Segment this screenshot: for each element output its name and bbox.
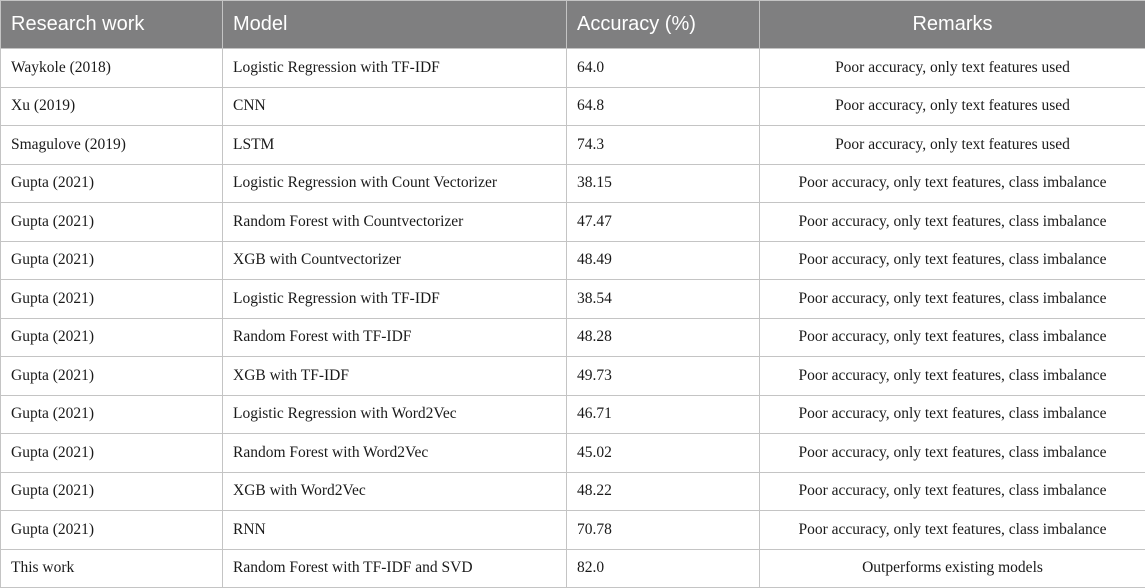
cell-remarks: Poor accuracy, only text features, class imbalance <box>760 164 1145 203</box>
cell-model: Logistic Regression with TF-IDF <box>223 49 567 88</box>
cell-remarks: Poor accuracy, only text features, class imbalance <box>760 511 1145 550</box>
header-remarks: Remarks <box>760 1 1145 49</box>
cell-model: XGB with TF-IDF <box>223 357 567 396</box>
cell-remarks: Poor accuracy, only text features used <box>760 126 1145 165</box>
table-row <box>1 280 1145 319</box>
table-row <box>1 395 1145 434</box>
cell-model: Logistic Regression with TF-IDF <box>223 280 567 319</box>
cell-model: Random Forest with TF-IDF <box>223 318 567 357</box>
cell-model: Logistic Regression with Count Vectorizer <box>223 164 567 203</box>
cell-accuracy: 70.78 <box>567 511 760 550</box>
table-row <box>1 49 1145 88</box>
cell-model: Random Forest with Countvectorizer <box>223 203 567 242</box>
cell-model: XGB with Countvectorizer <box>223 241 567 280</box>
cell-research-work: Gupta (2021) <box>1 241 223 280</box>
cell-accuracy: 64.8 <box>567 87 760 126</box>
cell-research-work: Gupta (2021) <box>1 511 223 550</box>
table-row <box>1 549 1145 588</box>
table-row <box>1 318 1145 357</box>
cell-research-work: Gupta (2021) <box>1 164 223 203</box>
cell-accuracy: 38.15 <box>567 164 760 203</box>
table-row <box>1 203 1145 242</box>
cell-research-work: Waykole (2018) <box>1 49 223 88</box>
cell-remarks: Poor accuracy, only text features used <box>760 49 1145 88</box>
cell-accuracy: 48.22 <box>567 472 760 511</box>
cell-accuracy: 74.3 <box>567 126 760 165</box>
cell-research-work: Gupta (2021) <box>1 318 223 357</box>
cell-accuracy: 38.54 <box>567 280 760 319</box>
cell-remarks: Poor accuracy, only text features, class imbalance <box>760 203 1145 242</box>
cell-research-work: Xu (2019) <box>1 87 223 126</box>
cell-accuracy: 64.0 <box>567 49 760 88</box>
cell-accuracy: 48.28 <box>567 318 760 357</box>
cell-accuracy: 46.71 <box>567 395 760 434</box>
cell-model: Random Forest with Word2Vec <box>223 434 567 473</box>
cell-accuracy: 49.73 <box>567 357 760 396</box>
header-row <box>1 1 1145 49</box>
table-body <box>1 49 1145 588</box>
cell-remarks: Poor accuracy, only text features, class imbalance <box>760 434 1145 473</box>
cell-remarks: Poor accuracy, only text features, class imbalance <box>760 357 1145 396</box>
cell-remarks: Poor accuracy, only text features, class imbalance <box>760 280 1145 319</box>
cell-research-work: Gupta (2021) <box>1 203 223 242</box>
table-row <box>1 87 1145 126</box>
table-row <box>1 511 1145 550</box>
cell-remarks: Outperforms existing models <box>760 549 1145 588</box>
cell-model: Logistic Regression with Word2Vec <box>223 395 567 434</box>
cell-model: RNN <box>223 511 567 550</box>
cell-accuracy: 47.47 <box>567 203 760 242</box>
header-accuracy: Accuracy (%) <box>567 1 760 49</box>
cell-accuracy: 45.02 <box>567 434 760 473</box>
table-row <box>1 164 1145 203</box>
cell-research-work: Gupta (2021) <box>1 280 223 319</box>
cell-model: CNN <box>223 87 567 126</box>
cell-model: LSTM <box>223 126 567 165</box>
header-model: Model <box>223 1 567 49</box>
cell-research-work: This work <box>1 549 223 588</box>
cell-remarks: Poor accuracy, only text features, class imbalance <box>760 318 1145 357</box>
cell-research-work: Gupta (2021) <box>1 434 223 473</box>
cell-model: XGB with Word2Vec <box>223 472 567 511</box>
cell-remarks: Poor accuracy, only text features, class imbalance <box>760 241 1145 280</box>
table-row <box>1 472 1145 511</box>
table-row <box>1 357 1145 396</box>
cell-remarks: Poor accuracy, only text features used <box>760 87 1145 126</box>
cell-research-work: Gupta (2021) <box>1 472 223 511</box>
cell-remarks: Poor accuracy, only text features, class imbalance <box>760 472 1145 511</box>
table-row <box>1 434 1145 473</box>
header-research-work: Research work <box>1 1 223 49</box>
cell-accuracy: 48.49 <box>567 241 760 280</box>
cell-research-work: Smagulove (2019) <box>1 126 223 165</box>
cell-accuracy: 82.0 <box>567 549 760 588</box>
table-header <box>1 1 1145 49</box>
cell-remarks: Poor accuracy, only text features, class imbalance <box>760 395 1145 434</box>
table-row <box>1 126 1145 165</box>
cell-model: Random Forest with TF-IDF and SVD <box>223 549 567 588</box>
cell-research-work: Gupta (2021) <box>1 395 223 434</box>
cell-research-work: Gupta (2021) <box>1 357 223 396</box>
table-row <box>1 241 1145 280</box>
